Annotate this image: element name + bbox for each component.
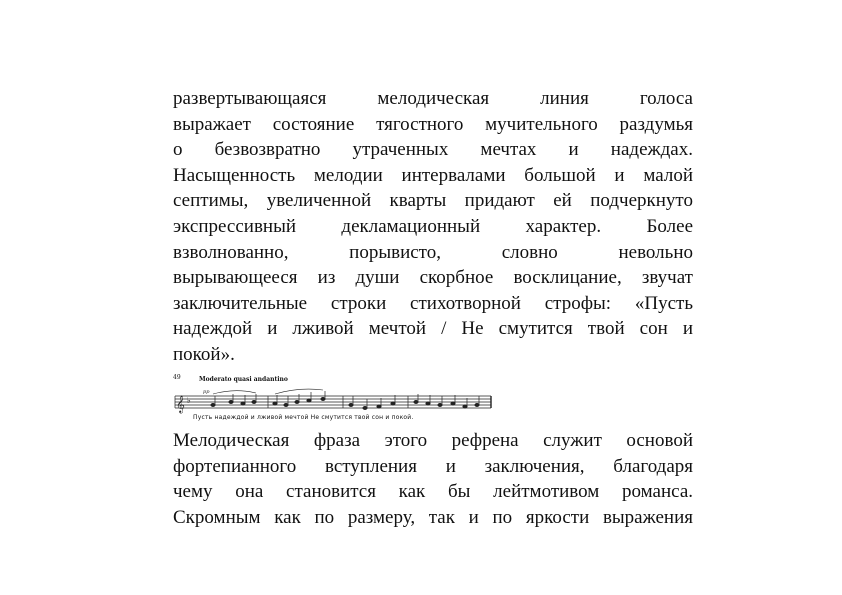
measure-number: 49 bbox=[173, 374, 181, 381]
text-line: Мелодическая фраза этого рефрена служит основой bbox=[173, 430, 693, 451]
text-line: взволнованно, порывисто, словно невольно bbox=[173, 241, 693, 263]
tempo-marking: Moderato quasi andantino bbox=[199, 376, 288, 383]
paragraph-1 bbox=[173, 86, 693, 368]
text-line: фортепианного вступления и заключения, благодаря bbox=[173, 455, 693, 477]
text-line: развертывающаяся мелодическая линия голоса bbox=[173, 88, 693, 109]
text-line: вырывающееся из души скорбное восклицание, звучат bbox=[173, 267, 693, 289]
lyrics-line: Пусть надеждой и лживой мечтой Не смутится твой сон и покой. bbox=[193, 414, 414, 421]
text-line: Скромным как по размеру, так и по яркости выражения bbox=[173, 506, 693, 528]
text-line: заключительные строки стихотворной строфы: «Пусть bbox=[173, 292, 693, 314]
text-line: покой». bbox=[173, 343, 235, 365]
music-score-excerpt bbox=[173, 374, 493, 424]
text-line: экспрессивный декламационный характер. Более bbox=[173, 215, 693, 237]
svg-text:pp: pp bbox=[203, 389, 210, 395]
svg-text:♭: ♭ bbox=[187, 396, 191, 405]
text-line: выражает состояние тягостного мучительного раздумья bbox=[173, 113, 693, 135]
text-line: чему она становится как бы лейтмотивом романса. bbox=[173, 481, 693, 503]
svg-text:𝄞: 𝄞 bbox=[176, 395, 185, 413]
paragraph-2 bbox=[173, 428, 693, 530]
text-line: Насыщенность мелодии интервалами большой и малой bbox=[173, 164, 693, 186]
text-line: о безвозвратно утраченных мечтах и надеждах. bbox=[173, 139, 693, 161]
text-line: надеждой и лживой мечтой / Не смутится твой сон и bbox=[173, 318, 693, 340]
text-line: септимы, увеличенной кварты придают ей подчеркнуто bbox=[173, 190, 693, 212]
